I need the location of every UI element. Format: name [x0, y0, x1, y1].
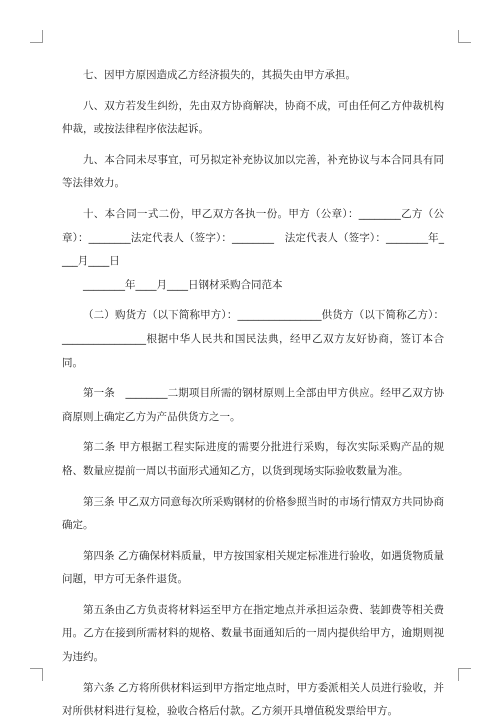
article-4: 第四条 乙方确保材料质量，甲方按国家相关规定标准进行验收，如遇货物质量问题，甲方可无条件退货。: [62, 549, 444, 586]
parties-intro: （二）购货方（以下简称甲方）：________________供货方（以下简称乙方）：________________根据中华人民共和国民法典，经甲乙双方友好协商，签订本合同。: [62, 309, 444, 369]
template-title: ________年____月____日钢材采购合同范本: [83, 278, 283, 291]
article-3: 第三条 甲乙双方同意每次所采购钢材的价格参照当时的市场行情双方共同协商确定。: [62, 495, 444, 532]
clause-9: 九、本合同未尽事宜，可另拟定补充协议加以完善，补充协议与本合同具有同等法律效力。: [62, 153, 444, 190]
document-body: [62, 64, 444, 724]
article-6: 第六条 乙方将所供材料运到甲方指定地点时，甲方委派相关人员进行验收，并对所供材料进行复检，验收合格后付款。乙方须开具增值税发票给甲方。: [62, 681, 444, 718]
clause-10-signature-block: 十、本合同一式二份，甲乙双方各执一份。甲方（公章）：________乙方（公章）：________法定代表人（签字）：________ 法定代表人（签字）：________年____月____日: [62, 207, 444, 268]
crop-mark-bottom-right: [458, 668, 471, 681]
clause-7: 七、因甲方原因造成乙方经济损失的，其损失由甲方承担。: [83, 69, 356, 81]
crop-mark-top-left: [30, 30, 43, 43]
article-1: 第一条 ________二期项目所需的钢材原则上全部由甲方供应。经甲乙双方协商原则上确定乙方为产品供货方之一。: [62, 387, 444, 423]
article-5: 第五条由乙方负责将材料运至甲方在指定地点并承担运杂费、装卸费等相关费用。乙方在接到所需材料的规格、数量书面通知后的一周内提供给甲方，逾期则视为违约。: [62, 603, 444, 664]
crop-mark-bottom-left: [30, 668, 43, 681]
crop-mark-top-right: [458, 30, 471, 43]
article-2: 第二条 甲方根据工程实际进度的需要分批进行采购，每次实际采购产品的规格、数量应提前一周以书面形式通知乙方，以货到现场实际验收数量为准。: [62, 441, 444, 477]
clause-8: 八、双方若发生纠纷，先由双方协商解决，协商不成，可由任何乙方仲裁机构仲裁，或按法律程序依法起诉。: [62, 99, 444, 136]
